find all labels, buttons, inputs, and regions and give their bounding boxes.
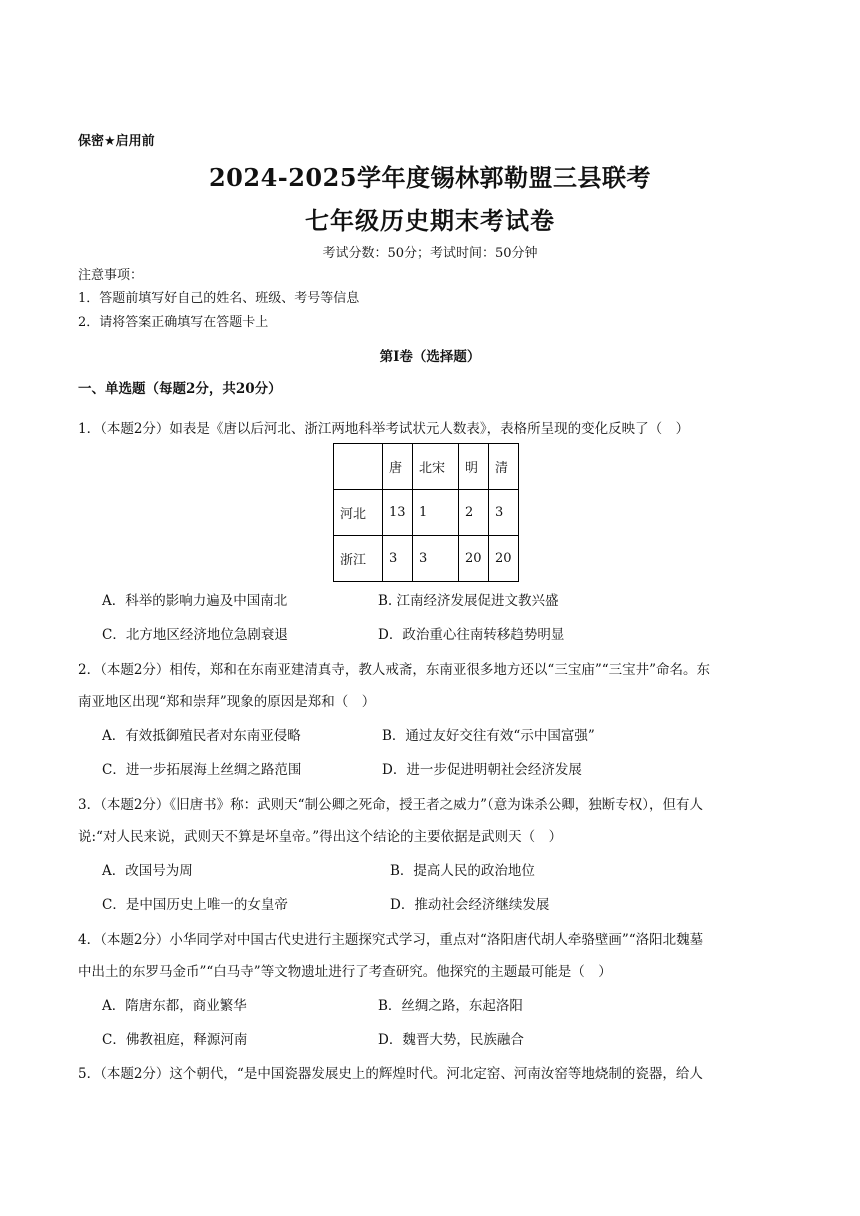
option-a: A．隋唐东都，商业繁华 <box>102 998 247 1014</box>
option-d: D．政治重心往南转移趋势明显 <box>378 627 565 643</box>
table-cell: 北宋 <box>413 444 459 490</box>
exam-info: 考试分数：50分；考试时间：50分钟 <box>322 246 538 261</box>
question-3-stem: 3．（本题2分）《旧唐书》称：武则天“制公卿之死命，授王者之威力”（意为诛杀公卿，独断专权），但有人 <box>78 797 703 813</box>
table-cell: 3 <box>413 536 459 582</box>
table-header-row <box>334 444 519 490</box>
section-title: 第I卷（选择题） <box>379 349 481 365</box>
question-5-stem: 5．（本题2分）这个朝代，“是中国瓷器发展史上的辉煌时代。河北定窑、河南汝窑等地烧制的瓷器，给人 <box>78 1066 703 1082</box>
table-cell: 20 <box>489 536 519 582</box>
note-item: 1．答题前填写好自己的姓名、班级、考号等信息 <box>78 291 360 306</box>
question-2-stem: 2．（本题2分）相传，郑和在东南亚建清真寺，教人戒斋，东南亚很多地方还以“三宝庙”“三宝井”命名。东 <box>78 662 711 678</box>
option-c: C．进一步拓展海上丝绸之路范围 <box>102 762 302 778</box>
table-row <box>334 490 519 536</box>
option-a: A．改国号为周 <box>102 863 193 879</box>
option-d: D．魏晋大势，民族融合 <box>378 1032 524 1048</box>
notes-title: 注意事项： <box>78 268 144 283</box>
table-cell: 13 <box>383 490 413 536</box>
option-c: C．北方地区经济地位急剧衰退 <box>102 627 288 643</box>
option-d: D．推动社会经济继续发展 <box>390 897 550 913</box>
option-c: C．佛教祖庭，释源河南 <box>102 1032 248 1048</box>
question-2-stem-cont: 南亚地区出现“郑和崇拜”现象的原因是郑和（ ） <box>78 694 376 710</box>
question-1-stem: 1．（本题2分）如表是《唐以后河北、浙江两地科举考试状元人数表》，表格所呈现的变化反映了（ ） <box>78 421 690 437</box>
table-cell: 唐 <box>383 444 413 490</box>
option-a: A．科举的影响力遍及中国南北 <box>102 593 288 609</box>
option-b: B．提高人民的政治地位 <box>390 863 535 879</box>
question-1-table <box>333 443 519 582</box>
option-b: B. 江南经济发展促进文教兴盛 <box>378 593 559 609</box>
table-cell <box>334 444 383 490</box>
confidential-label: 保密★启用前 <box>78 134 155 149</box>
exam-title-line2: 七年级历史期末考试卷 <box>305 206 555 235</box>
option-a: A．有效抵御殖民者对东南亚侵略 <box>102 728 301 744</box>
table-cell: 浙江 <box>334 536 383 582</box>
option-b: B．丝绸之路，东起洛阳 <box>378 998 523 1014</box>
table-row <box>334 536 519 582</box>
question-4-stem-cont: 中出土的东罗马金币”“白马寺”等文物遗址进行了考查研究。他探究的主题最可能是（ ） <box>78 964 612 980</box>
table-cell: 河北 <box>334 490 383 536</box>
table-cell: 3 <box>383 536 413 582</box>
question-3-stem-cont: 说:“对人民来说，武则天不算是坏皇帝。”得出这个结论的主要依据是武则天（ ） <box>78 829 563 845</box>
table-cell: 1 <box>413 490 459 536</box>
part-title: 一、单选题（每题2分，共20分） <box>78 381 282 397</box>
option-b: B．通过友好交往有效“示中国富强” <box>382 728 595 744</box>
table-cell: 清 <box>489 444 519 490</box>
table-cell: 3 <box>489 490 519 536</box>
table-cell: 20 <box>459 536 489 582</box>
question-4-stem: 4．（本题2分）小华同学对中国古代史进行主题探究式学习，重点对“洛阳唐代胡人牵骆壁画”“洛阳北魏墓 <box>78 932 704 948</box>
exam-title-line1: 2024-2025学年度锡林郭勒盟三县联考 <box>208 163 652 192</box>
note-item: 2．请将答案正确填写在答题卡上 <box>78 315 269 330</box>
table-cell: 明 <box>459 444 489 490</box>
option-c: C．是中国历史上唯一的女皇帝 <box>102 897 288 913</box>
table-cell: 2 <box>459 490 489 536</box>
option-d: D．进一步促进明朝社会经济发展 <box>382 762 582 778</box>
